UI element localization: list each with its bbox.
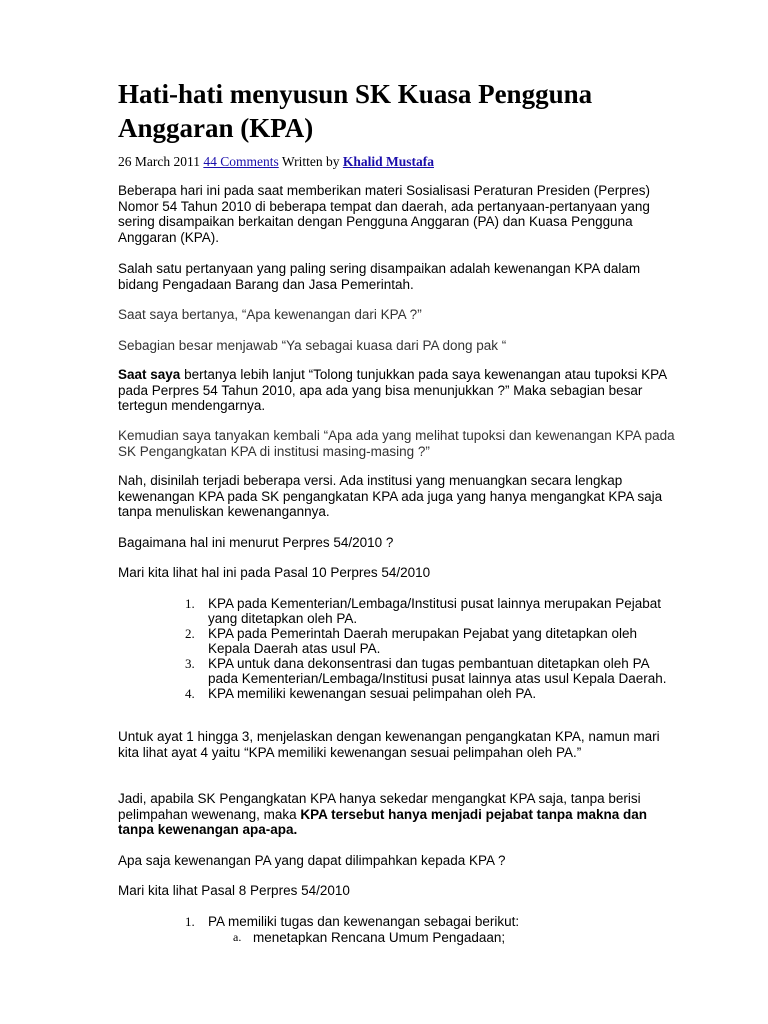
sublist-item [233,930,673,945]
paragraph-ask: Saat saya bertanya, “Apa kewenangan dari KPA ?” [118,307,422,322]
list-item-text: KPA pada Pemerintah Daerah merupakan Pejabat yang ditetapkan oleh Kepala Daerah atas usul PA. [208,626,638,656]
list-item-number: 1. [185,596,195,611]
article-title: Hati-hati menyusun SK Kuasa Pengguna Anggaran (KPA) [118,79,593,143]
list-item [185,656,678,686]
paragraph-again: Kemudian saya tanyakan kembali “Apa ada yang melihat tupoksi dan kewenangan KPA pada SK Pengangkatan KPA di institusi masing-masing ?” [118,428,675,459]
paragraph-versions: Nah, disinilah terjadi beberapa versi. Ada institusi yang menuangkan secara lengkap kewenangan KPA pada SK pengangkatan KPA ada juga yang hanya mengangkat KPA saja tanpa menuliskan kewenangannya. [118,473,663,519]
sublist-item-letter: a. [233,930,242,944]
list-item [185,596,678,626]
paragraph-which: Apa saja kewenangan PA yang dapat dilimpahkan kepada KPA ? [118,853,506,868]
written-by-label: Written by [281,154,340,169]
paragraph-followup-rest: bertanya lebih lanjut “Tolong tunjukkan pada saya kewenangan atau tupoksi KPA pada Perpres 54 Tahun 2010, apa ada yang bisa menunjukkan ?” Maka sebagian besar tertegun mendengarnya. [118,367,667,413]
comments-link[interactable]: 44 Comments [203,154,279,169]
paragraph-followup [118,367,678,414]
paragraph-pasal10: Mari kita lihat hal ini pada Pasal 10 Perpres 54/2010 [118,565,431,580]
paragraph-intro: Beberapa hari ini pada saat memberikan materi Sosialisasi Peraturan Presiden (Perpres) Nomor 54 Tahun 2010 di beberapa tempat dan daerah, ada pertanyaan-pertanyaan yang sering disampaikan berkaitan dengan Pengguna Anggaran (PA) dan Kuasa Pengguna Anggaran (KPA). [118,183,651,245]
list-item-number: 3. [185,656,195,671]
paragraph-how: Bagaimana hal ini menurut Perpres 54/2010 ? [118,535,394,550]
list-item-number: 1. [185,914,195,929]
author-link[interactable]: Khalid Mustafa [342,154,434,169]
paragraph-conclusion-plain: Jadi, apabila SK Pengangkatan KPA hanya sekedar mengangkat KPA saja, tanpa berisi pelimpahan wewenang, maka [118,791,641,822]
list-item-text: KPA pada Kementerian/Lembaga/Institusi pusat lainnya merupakan Pejabat yang ditetapkan oleh PA. [208,596,662,626]
list-item-number: 2. [185,626,195,641]
post-date: 26 March 2011 [118,154,200,169]
paragraph-pasal8: Mari kita lihat Pasal 8 Perpres 54/2010 [118,883,350,898]
pasal10-list [185,596,678,701]
list-item [185,626,678,656]
list-item-text: KPA memiliki kewenangan sesuai pelimpahan oleh PA. [208,686,537,701]
list-item [185,914,678,929]
list-item-text: PA memiliki tugas dan kewenangan sebagai berikut: [208,914,520,929]
article-meta [118,154,434,170]
paragraph-answer: Sebagian besar menjawab “Ya sebagai kuasa dari PA dong pak “ [118,338,507,353]
paragraph-question: Salah satu pertanyaan yang paling sering disampaikan adalah kewenangan KPA dalam bidang Pengadaan Barang dan Jasa Pemerintah. [118,261,641,292]
list-item [185,686,678,701]
pasal8-list [185,914,678,929]
list-item-number: 4. [185,686,195,701]
paragraph-ayat: Untuk ayat 1 hingga 3, menjelaskan dengan kewenangan pengangkatan KPA, namun mari kita lihat ayat 4 yaitu “KPA memiliki kewenangan sesuai pelimpahan oleh PA.” [118,729,660,760]
list-item-text: KPA untuk dana dekonsentrasi dan tugas pembantuan ditetapkan oleh PA pada Kementerian/Lembaga/Institusi pusat lainnya atas usul Kepala Daerah. [208,656,667,686]
paragraph-conclusion [118,791,678,838]
sublist-item-text: menetapkan Rencana Umum Pengadaan; [253,930,506,945]
paragraph-followup-bold: Saat saya [118,367,181,382]
paragraph-conclusion-bold: KPA tersebut hanya menjadi pejabat tanpa makna dan tanpa kewenangan apa-apa. [118,806,647,837]
